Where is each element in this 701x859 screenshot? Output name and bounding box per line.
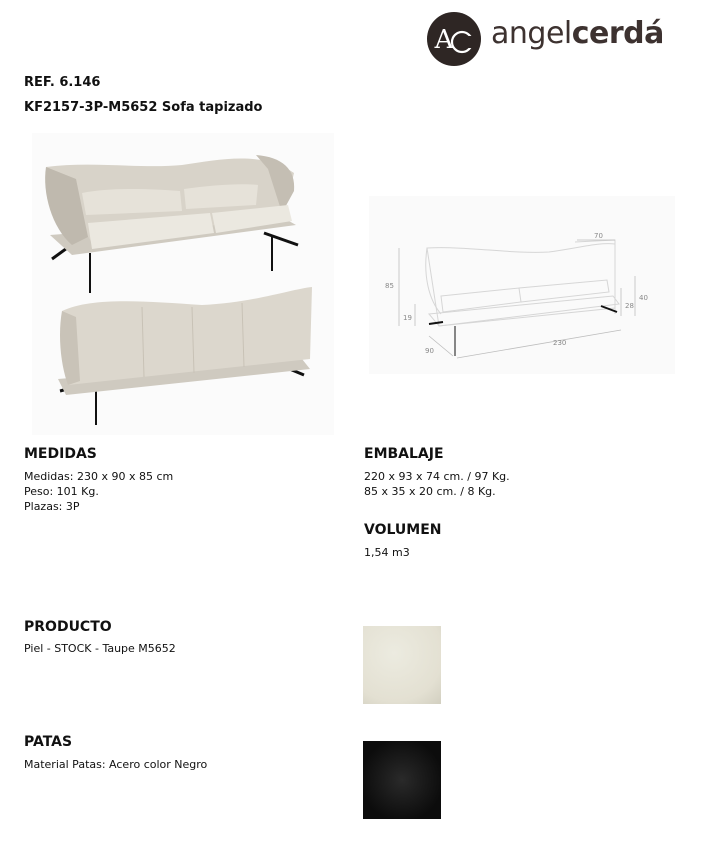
medidas-heading: MEDIDAS bbox=[24, 446, 97, 462]
dim-label-arm-low: 28 bbox=[625, 302, 634, 310]
medidas-line: Medidas: 230 x 90 x 85 cm bbox=[24, 470, 174, 483]
svg-text:A: A bbox=[434, 25, 454, 55]
reference-number: REF. 6.146 bbox=[24, 75, 101, 90]
dim-label-height: 85 bbox=[385, 282, 394, 290]
embalaje-heading: EMBALAJE bbox=[364, 446, 444, 462]
brand-mark-icon bbox=[425, 10, 483, 68]
leg-material-swatch bbox=[363, 741, 441, 819]
volumen-value: 1,54 m3 bbox=[364, 546, 410, 559]
dim-label-seat: 19 bbox=[403, 314, 412, 322]
volumen-heading: VOLUMEN bbox=[364, 522, 442, 538]
embalaje-line: 220 x 93 x 74 cm. / 97 Kg. bbox=[364, 470, 510, 483]
producto-text: Piel - STOCK - Taupe M5652 bbox=[24, 642, 176, 655]
producto-heading: PRODUCTO bbox=[24, 619, 112, 635]
brand-name-bold: cerdá bbox=[571, 16, 664, 51]
leather-swatch bbox=[363, 626, 441, 704]
medidas-line: Plazas: 3P bbox=[24, 500, 80, 513]
dim-label-arm-high: 40 bbox=[639, 294, 648, 302]
patas-text: Material Patas: Acero color Negro bbox=[24, 758, 208, 771]
dim-label-depth-top: 70 bbox=[594, 232, 603, 240]
dimension-drawing bbox=[369, 196, 675, 374]
patas-heading: PATAS bbox=[24, 734, 73, 750]
embalaje-line: 85 x 35 x 20 cm. / 8 Kg. bbox=[364, 485, 496, 498]
product-title: KF2157-3P-M5652 Sofa tapizado bbox=[24, 100, 263, 115]
medidas-line: Peso: 101 Kg. bbox=[24, 485, 99, 498]
brand-logo bbox=[425, 10, 687, 68]
dim-label-depth: 90 bbox=[425, 347, 434, 355]
brand-name-light: angel bbox=[491, 16, 572, 51]
brand-wordmark bbox=[491, 16, 664, 51]
sofa-photo bbox=[32, 133, 334, 435]
dim-label-width: 230 bbox=[553, 339, 567, 347]
